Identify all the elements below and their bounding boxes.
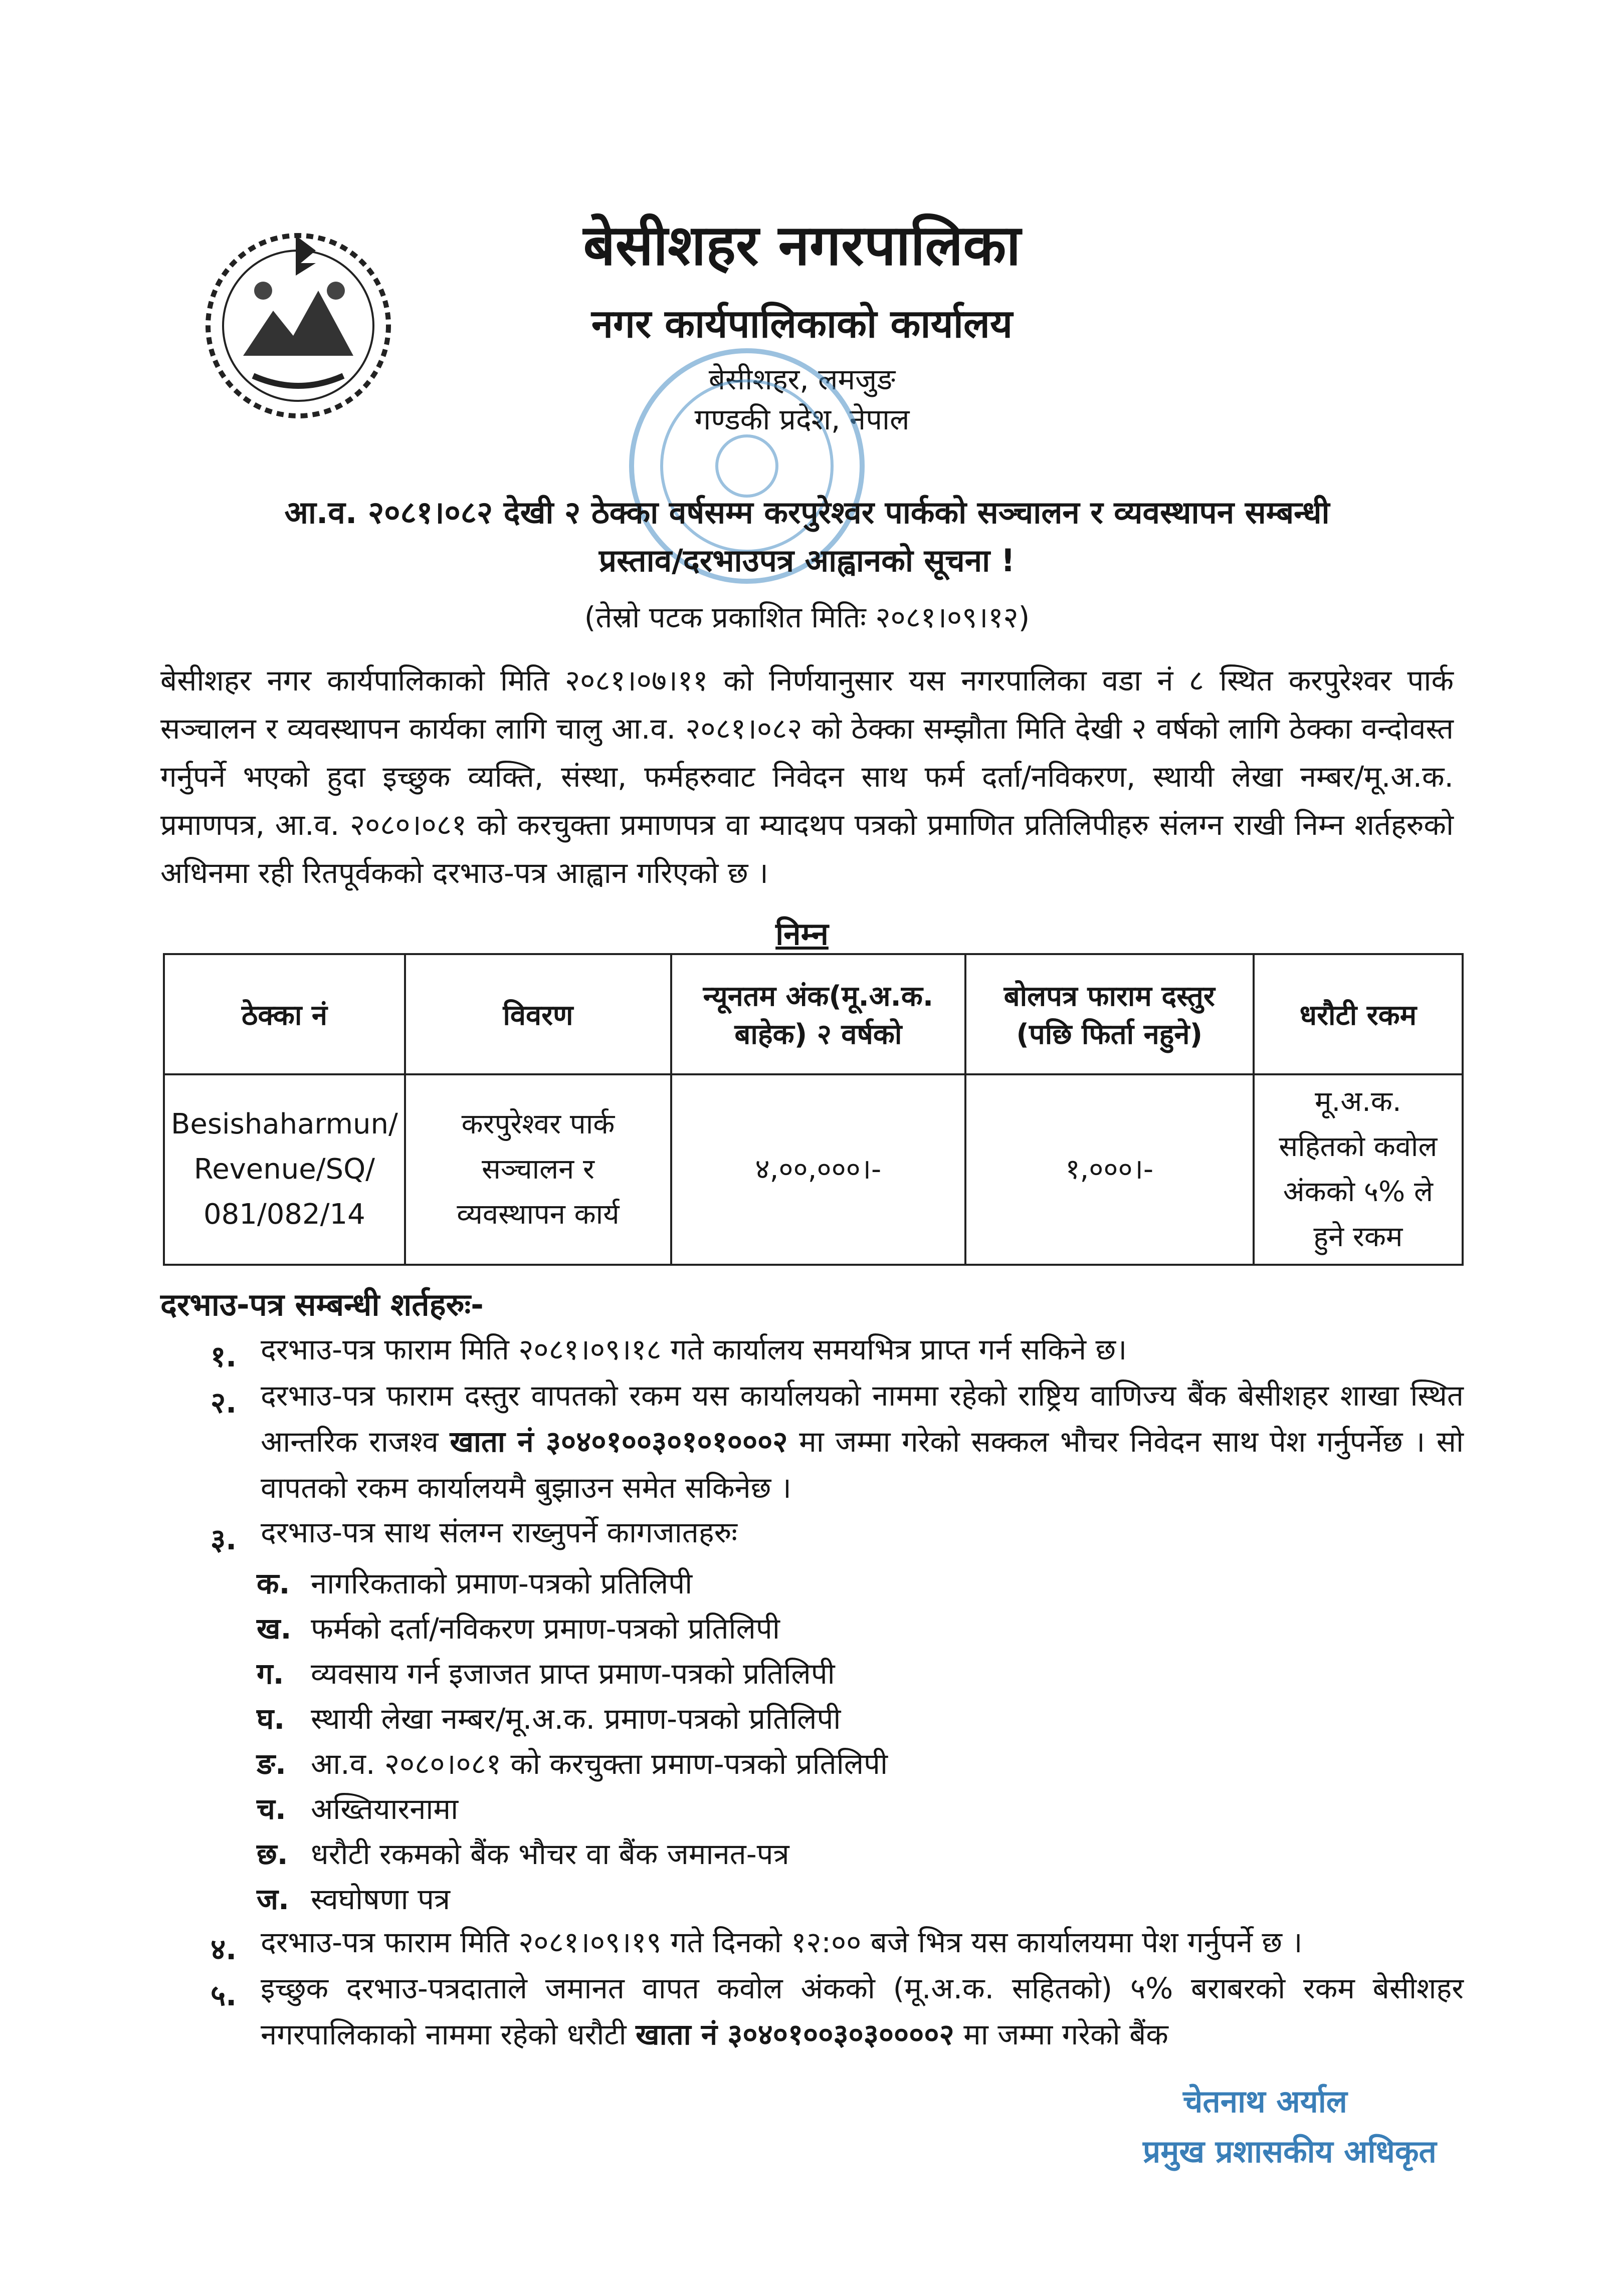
government-emblem-icon [193,215,404,426]
document-item: फर्मको दर्ता/नविकरण प्रमाण-पत्रको प्रतिलिपी [311,1612,780,1646]
document-letter: छ. [257,1837,288,1871]
document-item: नागरिकताको प्रमाण-पत्रको प्रतिलिपी [311,1566,693,1600]
document-letter: ज. [257,1882,290,1916]
description-line: सञ्चालन र [481,1153,594,1186]
header-minimum-amount: न्यूनतम अंक(मू.अ.क. बाहेक) २ वर्षको [671,954,965,1074]
document-item: व्यवसाय गर्न इजाजत प्राप्त प्रमाण-पत्रको प्रतिलिपी [311,1657,835,1691]
tender-table [163,953,1464,1266]
notice-title-line-1: आ.व. २०८१।०८२ देखी २ ठेक्का वर्षसम्म करपुरेश्वर पार्कको सञ्चालन र व्यवस्थापन सम्बन्धी [284,494,1330,531]
condition-number: ३. [211,1522,237,1556]
condition-text-part: मा जम्मा गरेको बैंक [954,2017,1168,2051]
document-letter: घ. [257,1702,285,1736]
account-number: खाता नं ३०४०१००३०१०१०००२ [450,1425,788,1459]
header-deposit: धरौटी रकम [1254,954,1463,1074]
condition-text [261,1965,1464,2057]
document-letter: क. [257,1566,290,1600]
intro-paragraph: बेसीशहर नगर कार्यपालिकाको मिति २०८१।०७।११ को निर्णयानुसार यस नगरपालिका वडा नं ८ स्थित करपुरेश्वर पार्क सञ्चालन र व्यवस्थापन कार्यका लागि चालु आ.व. २०८१।०८२ को ठेक्का सम्झौता मिति देखी २ वर्षको लागि ठेक्का वन्दोवस्त गर्नुपर्ने भएको हुदा इच्छुक व्यक्ति, संस्था, फर्महरुवाट निवेदन साथ फर्म दर्ता/नविकरण, स्थायी लेखा नम्बर/मू.अ.क. प्रमाणपत्र, आ.व. २०८०।०८१ को करचुक्ता प्रमाणपत्र वा म्यादथप पत्रको प्रमाणित प्रतिलिपीहरु संलग्न राखी निम्न शर्तहरुको अधिनमा रही रितपूर्वकको दरभाउ-पत्र आह्वान गरिएको छ । [160,663,1454,890]
condition-number: २. [211,1386,237,1420]
publication-date: (तेस्रो पटक प्रकाशित मितिः २०८१।०९।१२) [584,600,1030,634]
condition-text: दरभाउ-पत्र फाराम मिति २०८१।०९।१८ गते कार्यालय समयभित्र प्राप्त गर्न सकिने छ। [261,1332,1127,1366]
municipality-title: बेसीशहर नगरपालिका [583,213,1021,278]
cell-deposit [1254,1074,1463,1265]
cell-form-fee: १,०००।- [965,1074,1254,1265]
office-subtitle: नगर कार्यपालिकाको कार्यालय [591,302,1013,347]
cell-description [405,1074,671,1265]
account-number: खाता नं ३०४०१००३०३००००२ [636,2017,954,2051]
document-item: अख्तियारनामा [311,1792,459,1826]
document-letter: च. [257,1792,286,1826]
conditions-heading: दरभाउ-पत्र सम्बन्धी शर्तहरुः- [160,1286,484,1323]
condition-text [261,1372,1464,1511]
condition-text-part: मा जम्मा गरेको सक्कल भौचर निवेदन साथ पेश गर्नुपर्नेछ । सो वापतको रकम कार्यालयमै बुझाउन समेत सकिनेछ । [261,1425,1464,1505]
contract-no-line: Besishaharmun/ [171,1108,398,1140]
signatory-designation: प्रमुख प्रशासकीय अधिकृत [1143,2133,1437,2170]
description-line: व्यवस्थापन कार्य [457,1198,620,1231]
document-letter: ङ. [257,1747,286,1781]
document-letter: ग. [257,1657,284,1691]
address-line-2: गण्डकी प्रदेश, नेपाल [694,402,910,436]
condition-number: १. [211,1339,237,1373]
condition-text: दरभाउ-पत्र फाराम मिति २०८१।०९।१९ गते दिनको १२:०० बजे भित्र यस कार्यालयमा पेश गर्नुपर्ने छ । [261,1925,1303,1959]
deposit-line: अंकको ५% ले [1283,1176,1433,1208]
document-item: स्वघोषणा पत्र [311,1882,450,1916]
deposit-line: मू.अ.क. [1315,1085,1401,1118]
deposit-line: सहितको कवोल [1279,1130,1438,1163]
condition-text-part: इच्छुक दरभाउ-पत्रदाताले जमानत वापत कवोल अंकको (मू.अ.क. सहितको) ५% बराबरको रकम बेसीशहर नगरपालिकाको नाममा रहेको धरौटी [261,1971,1464,2051]
table-caption: निम्न [775,915,829,952]
contract-no-line: Revenue/SQ/ [193,1153,375,1186]
condition-text-part: दरभाउ-पत्र फाराम दस्तुर वापतको रकम यस कार्यालयको नाममा रहेको राष्ट्रिय वाणिज्य बैंक बेसीशहर शाखा स्थित आन्तरिक राजश्व [261,1379,1464,1459]
deposit-line: हुने रकम [1313,1221,1403,1253]
header-contract-no: ठेक्का नं [164,954,405,1074]
document-item: स्थायी लेखा नम्बर/मू.अ.क. प्रमाण-पत्रको प्रतिलिपी [311,1702,841,1736]
document-item: धरौटी रकमको बैंक भौचर वा बैंक जमानत-पत्र [311,1837,789,1871]
notice-title-line-2: प्रस्ताव/दरभाउपत्र आह्वानको सूचना ! [598,542,1016,579]
document-letter: ख. [257,1612,292,1646]
signatory-name: चेतनाथ अर्याल [1183,2083,1347,2120]
cell-minimum-amount: ४,००,०००।- [671,1074,965,1265]
table-header-row [164,954,1463,1074]
table-row [164,1074,1463,1265]
condition-number: ५. [211,1978,237,2012]
cell-contract-no [164,1074,405,1265]
header-description: विवरण [405,954,671,1074]
address-line-1: बेसीशहर, लमजुङ [708,362,896,396]
contract-no-line: 081/082/14 [204,1198,365,1231]
condition-text: दरभाउ-पत्र साथ संलग्न राख्नुपर्ने कागजातहरुः [261,1515,737,1549]
description-line: करपुरेश्वर पार्क [461,1108,615,1140]
header-form-fee: बोलपत्र फाराम दस्तुर (पछि फिर्ता नहुने) [965,954,1254,1074]
condition-number: ४. [211,1932,237,1966]
document-item: आ.व. २०८०।०८१ को करचुक्ता प्रमाण-पत्रको प्रतिलिपी [311,1747,888,1781]
